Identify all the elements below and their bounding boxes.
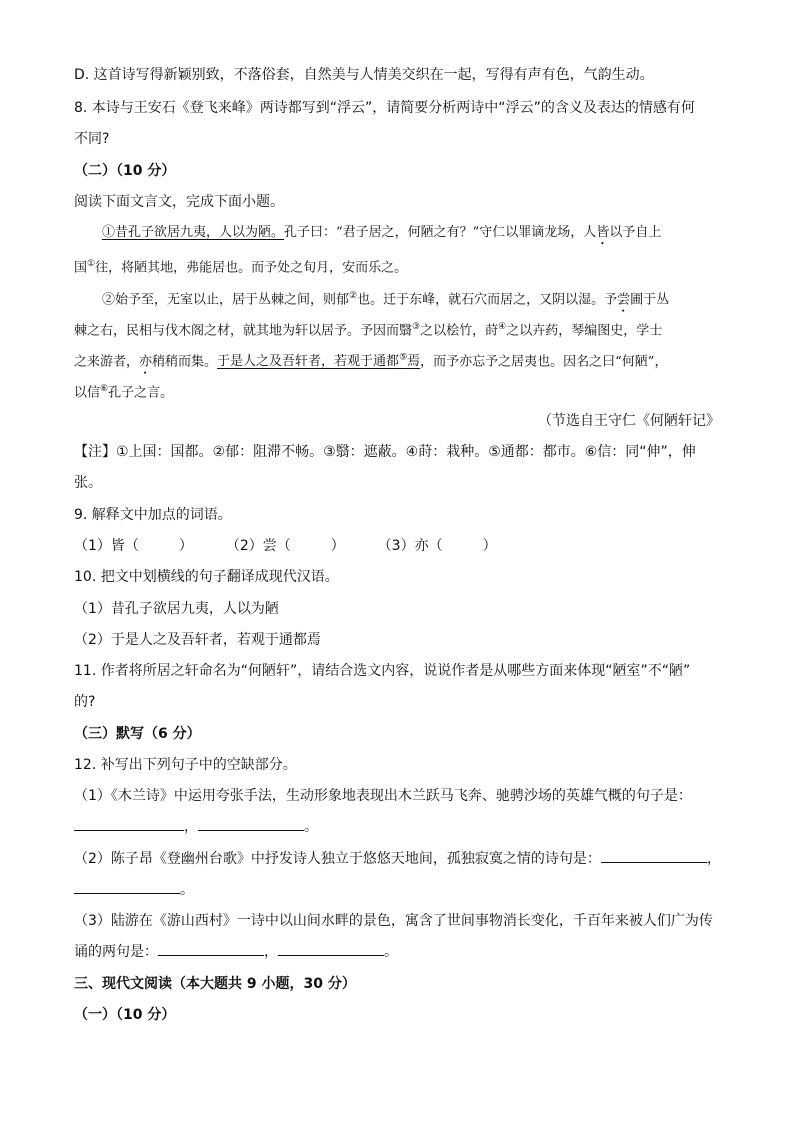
dotted-word-chang: 尝 [617, 292, 631, 308]
punct: ， [706, 851, 721, 867]
q9-item3-end: ） [482, 538, 497, 554]
part-3-subheading: （一）（10 分） [74, 1007, 176, 1023]
notes-line1: 【注】①上国：国都。②郁：阻滞不畅。③翳：遮蔽。④莳：栽种。⑤通都：都市。⑥信：同“伸”，伸 [74, 444, 696, 460]
dotted-word-jie: 皆 [596, 225, 610, 240]
q9-item2-end: ） [330, 538, 345, 554]
passage-text: 之以桧竹，莳 [420, 323, 499, 339]
underlined-sentence-2 [217, 354, 420, 369]
punct: ， [184, 819, 198, 835]
footnote-mark: ④ [498, 322, 507, 332]
passage-text: 稍稍而集。 [152, 354, 218, 370]
footnote-mark: ⑥ [100, 384, 109, 394]
question-8-line1: 8. 本诗与王安石《登飞来峰》两诗都写到“浮云”，请简要分析两诗中“浮云”的含义及表达的情感有何 [74, 100, 695, 116]
punct: 。 [384, 944, 398, 960]
q9-item2: （2）尝（ [225, 538, 291, 554]
question-8-line2: 不同? [74, 131, 110, 147]
passage-text: 之来游者， [74, 354, 140, 370]
section-heading-2: （二）（10 分） [74, 163, 176, 179]
question-9-items [74, 535, 720, 557]
answer-blank[interactable] [198, 816, 304, 831]
answer-blank[interactable] [74, 879, 180, 894]
punct: 。 [180, 882, 194, 898]
notes-line2: 张。 [74, 475, 102, 491]
punct: 。 [304, 819, 318, 835]
question-12-3-line1: （3）陆游在《游山西村》一诗中以山间水畔的景色，寓含了世间事物消长变化，千百年来被人们广为传 [74, 913, 713, 929]
question-10: 10. 把文中划横线的句子翻译成现代汉语。 [74, 569, 339, 585]
passage-source: （节选自王守仁《何陋轩记》 [538, 413, 720, 429]
passage-text: 国 [74, 260, 88, 276]
passage-text: ，而予亦忘予之居夷也。因名之曰“何陋”， [420, 354, 668, 370]
question-12-1-line2 [74, 816, 720, 838]
footnote-mark: ② [349, 291, 358, 301]
footnote-mark: ⑤ [399, 353, 408, 363]
passage-text: 焉 [407, 354, 421, 370]
instruction: 阅读下面文言文，完成下面小题。 [74, 194, 284, 210]
answer-blank[interactable] [158, 941, 264, 956]
question-12-3-line2 [74, 941, 720, 963]
passage-text: 孔子之言。 [108, 385, 174, 401]
part-3-heading: 三、现代文阅读（本大题共 9 小题，30 分） [74, 976, 356, 992]
passage-text: 孔子曰：“君子居之，何陋之有？”守仁以罪谪龙场，人 [284, 225, 597, 240]
q12-3-text: 诵的两句是： [74, 944, 158, 960]
q12-2-text: （2）陈子昂《登幽州台歌》中抒发诗人独立于悠悠天地间，孤独寂寞之情的诗句是： [74, 851, 601, 867]
section-heading-3: （三）默写（6 分） [74, 726, 201, 742]
passage-text: 棘之右，民相与伐木阁之材，就其地为轩以居予。予因而翳 [74, 323, 413, 339]
question-12-2-line1 [74, 848, 720, 870]
question-10-item1: （1）昔孔子欲居九夷，人以为陋 [74, 601, 279, 617]
question-12: 12. 补写出下列句子中的空缺部分。 [74, 757, 297, 773]
question-10-item2: （2）于是人之及吾轩者，若观于通都焉 [74, 632, 321, 648]
question-11-line1: 11. 作者将所居之轩命名为“何陋轩”，请结合选文内容，说说作者是从哪些方面来体现“陋室”不“陋” [74, 663, 691, 679]
underlined-sentence-1: ①昔孔子欲居九夷，人以为陋。 [102, 225, 285, 240]
q9-item1-end: ） [178, 538, 193, 554]
passage-p2-line1 [102, 285, 720, 315]
option-d: D. 这首诗写得新颖别致，不落俗套，自然美与人情美交织在一起，写得有声有色，气韵生动。 [74, 67, 654, 83]
footnote-mark: ① [87, 259, 96, 269]
question-11-line2: 的? [74, 694, 96, 710]
passage-p1-line1 [102, 222, 720, 248]
passage-p2-line3 [74, 347, 720, 377]
passage-p1-line2 [74, 253, 720, 279]
passage-text: 于是人之及吾轩者，若观于通都 [217, 354, 400, 370]
dotted-word-yi: 亦 [139, 354, 153, 370]
answer-blank[interactable] [278, 941, 384, 956]
punct: ， [264, 944, 278, 960]
passage-text: 之以卉药，琴编图史，学士 [506, 323, 663, 339]
question-12-2-line2 [74, 879, 720, 901]
passage-text: 也。迁于东峰，就石穴而居之，又阴以湿。予 [357, 292, 618, 308]
passage-text: 以信 [74, 385, 101, 401]
passage-text: 圃于丛 [630, 292, 670, 308]
question-12-1-line1: （1）《木兰诗》中运用夸张手法，生动形象地表现出木兰跃马飞奔、驰骋沙场的英雄气概的句子是： [74, 788, 692, 804]
answer-blank[interactable] [74, 816, 184, 831]
passage-text: 以予自上 [609, 225, 662, 240]
passage-text: ②始予至，无室以止，居于丛棘之间，则郁 [102, 292, 350, 308]
passage-p2-line2 [74, 316, 720, 342]
answer-blank[interactable] [601, 848, 707, 863]
q9-item3: （3）亦（ [377, 538, 443, 554]
passage-text: 往，将陋其地，弗能居也。而予处之旬月，安而乐之。 [95, 260, 408, 276]
passage-p2-line4 [74, 378, 720, 404]
q9-item1: （1）皆（ [74, 538, 139, 554]
question-9: 9. 解释文中加点的词语。 [74, 507, 232, 523]
footnote-mark: ③ [412, 322, 421, 332]
